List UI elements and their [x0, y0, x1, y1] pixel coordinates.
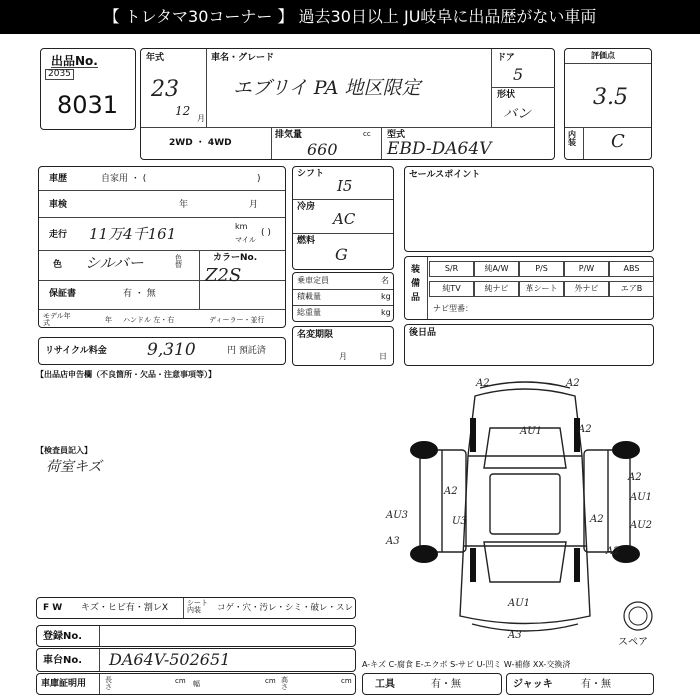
equipment-item: 純TV	[429, 281, 474, 297]
model-year-year: 年	[105, 316, 112, 324]
damage-mark: A3	[508, 630, 522, 641]
fw-items: キズ・ヒビ有・割レX	[81, 603, 168, 613]
chassis-row	[36, 648, 356, 672]
inspection-month: 月	[249, 200, 259, 210]
cert-length-cm: cm	[175, 677, 186, 685]
damage-mark: AU1	[630, 492, 653, 503]
equipment-item: エアB	[609, 281, 654, 297]
damage-mark: AU2	[630, 520, 653, 531]
inspection-label: 車検	[49, 200, 68, 210]
shift-fuel-box	[292, 166, 394, 270]
mileage-km: km	[235, 222, 248, 231]
name-change-month: 月	[339, 352, 347, 361]
recycle-value: 9,310	[147, 340, 196, 360]
model-year-dealer: ディーラー・並行	[209, 316, 265, 324]
equipment-item: P/S	[519, 261, 564, 277]
color-code-label: カラーNo.	[213, 253, 258, 263]
shape-value: バン	[503, 106, 531, 122]
history-options: 自家用 ・ (	[101, 174, 147, 184]
model-value: EBD-DA64V	[387, 139, 492, 159]
registration-row	[36, 625, 356, 647]
lot-stamp: 2035	[45, 69, 74, 80]
tools-box	[362, 673, 502, 695]
damage-legend: A-キズ C-腐食 E-エクボ S-サビ U-凹ミ W-補修 XX-交換済	[362, 660, 571, 669]
damage-diagram	[380, 376, 670, 642]
mileage-paren: ( )	[261, 228, 271, 238]
model-year-label: モデル年式	[43, 312, 71, 327]
history-label: 車歴	[49, 174, 68, 184]
year-month-unit: 月	[197, 114, 205, 123]
drive-label: 2WD ・ 4WD	[169, 138, 232, 148]
warranty-label: 保証書	[49, 289, 77, 299]
color-code-value: Z2S	[205, 265, 242, 286]
damage-mark: AU1	[508, 598, 531, 609]
equipment-item: P/W	[564, 261, 609, 277]
load-label: 積載量	[297, 292, 321, 301]
damage-mark: A2	[590, 514, 604, 525]
gross-unit: kg	[381, 308, 391, 317]
banner-title: 【 トレタマ30コーナー 】 過去30日以上 JU岐阜に出品歴がない車両	[0, 0, 700, 34]
cert-length: 長さ	[105, 676, 112, 691]
chassis-value: DA64V-502651	[109, 650, 231, 669]
spare-label: スペア	[618, 637, 648, 648]
fuel-value: G	[335, 245, 348, 264]
passengers-unit: 名	[381, 276, 389, 285]
recycle-label: リサイクル料金	[45, 346, 107, 356]
vehicle-info-table	[38, 166, 286, 328]
cert-width-cm: cm	[265, 677, 276, 685]
equipment-item: ABS	[609, 261, 654, 277]
damage-mark: A2	[628, 472, 642, 483]
cert-width: 幅	[193, 680, 200, 688]
recycle-box	[38, 337, 286, 365]
passengers-label: 乗車定員	[297, 276, 329, 285]
shape-label: 形状	[497, 90, 516, 100]
equipment-label: 装備品	[411, 265, 421, 303]
lot-number: 8031	[57, 91, 119, 119]
score-label: 評価点	[591, 51, 615, 60]
displacement-label: 排気量	[275, 130, 303, 140]
name-change-label: 名変期限	[297, 330, 334, 340]
displacement-value: 660	[307, 140, 338, 159]
jack-box	[506, 673, 654, 695]
aftermarket-box	[404, 324, 654, 366]
navi-label: ナビ型番：	[433, 304, 473, 313]
damage-mark: U3	[452, 516, 467, 527]
exhibitor-note-label: 【出品店申告欄（不良箇所・欠品・注意事項等）】	[36, 370, 216, 379]
vehicle-header-box	[140, 48, 555, 160]
color-change-label: 色替	[175, 254, 182, 269]
displacement-unit: cc	[363, 130, 371, 138]
fuel-label: 燃料	[297, 236, 316, 246]
shift-value: I5	[337, 177, 353, 195]
equipment-item: 革シート	[519, 281, 564, 297]
name-change-day: 日	[379, 352, 387, 361]
equipment-item: 純ナビ	[474, 281, 519, 297]
lot-label: 出品No.	[51, 54, 98, 68]
year-value: 23	[151, 77, 179, 102]
name-change-box	[292, 326, 394, 366]
lot-box	[40, 48, 136, 130]
model-label: 型式	[387, 130, 406, 140]
jack-options: 有・無	[581, 679, 611, 690]
year-month: 12	[175, 104, 191, 118]
interior-label: 内装	[568, 130, 576, 147]
sales-point-box	[404, 166, 654, 252]
mileage-value: 11万4千161	[89, 225, 177, 243]
shift-label: シフト	[297, 169, 325, 179]
jack-label: ジャッキ	[513, 679, 553, 690]
fw-label: F W	[43, 603, 63, 613]
inspector-label: 【検査員記入】	[36, 446, 92, 455]
tools-options: 有・無	[431, 679, 461, 690]
seat-items: コゲ・穴・汚レ・シミ・破レ・スレ	[217, 603, 354, 613]
door-value: 5	[513, 65, 524, 84]
damage-mark: A2	[578, 424, 592, 435]
inspection-year: 年	[179, 200, 189, 210]
damage-mark: A2	[566, 378, 580, 389]
cert-height: 高さ	[281, 676, 288, 691]
aftermarket-label: 後日品	[409, 328, 437, 338]
equipment-item: 純A/W	[474, 261, 519, 277]
capacity-box	[292, 272, 394, 322]
score-value: 3.5	[593, 85, 628, 110]
equipment-box	[404, 256, 654, 320]
mileage-label: 走行	[49, 230, 68, 240]
mileage-mile: マイル	[235, 236, 256, 244]
cert-row	[36, 673, 356, 695]
equipment-item: 外ナビ	[564, 281, 609, 297]
damage-mark: AU3	[386, 510, 409, 521]
registration-label: 登録No.	[43, 631, 83, 642]
chassis-label: 車台No.	[43, 655, 83, 666]
name-label: 車名・グレード	[211, 53, 275, 63]
damage-mark: A2	[476, 378, 490, 389]
equipment-item: S/R	[429, 261, 474, 277]
cert-label: 車庫証明用	[41, 679, 87, 689]
color-value: シルバー	[85, 254, 144, 272]
model-year-handle: ハンドル 左・右	[123, 316, 175, 324]
damage-mark: A3	[386, 536, 400, 547]
damage-mark: AU1	[520, 426, 543, 437]
interior-value: C	[611, 131, 625, 152]
gross-label: 総重量	[297, 308, 321, 317]
seat-label: シート内装	[187, 599, 208, 614]
ac-value: AC	[333, 210, 356, 228]
sales-label: セールスポイント	[409, 170, 481, 180]
load-unit: kg	[381, 292, 391, 301]
cert-height-cm: cm	[341, 677, 352, 685]
damage-mark: A2	[606, 546, 620, 557]
warranty-options: 有 ・ 無	[123, 289, 156, 299]
name-value: エブリイ PA 地区限定	[233, 77, 421, 99]
tools-label: 工具	[375, 679, 395, 690]
ac-label: 冷房	[297, 202, 316, 212]
history-close: )	[257, 174, 261, 184]
year-label: 年式	[146, 53, 165, 63]
door-label: ドア	[497, 53, 515, 63]
color-label: 色	[53, 260, 63, 270]
damage-mark: A2	[444, 486, 458, 497]
score-box	[564, 48, 652, 160]
inspector-value: 荷室キズ	[46, 459, 102, 475]
fw-row	[36, 597, 356, 619]
recycle-unit: 円 預託済	[227, 346, 266, 356]
